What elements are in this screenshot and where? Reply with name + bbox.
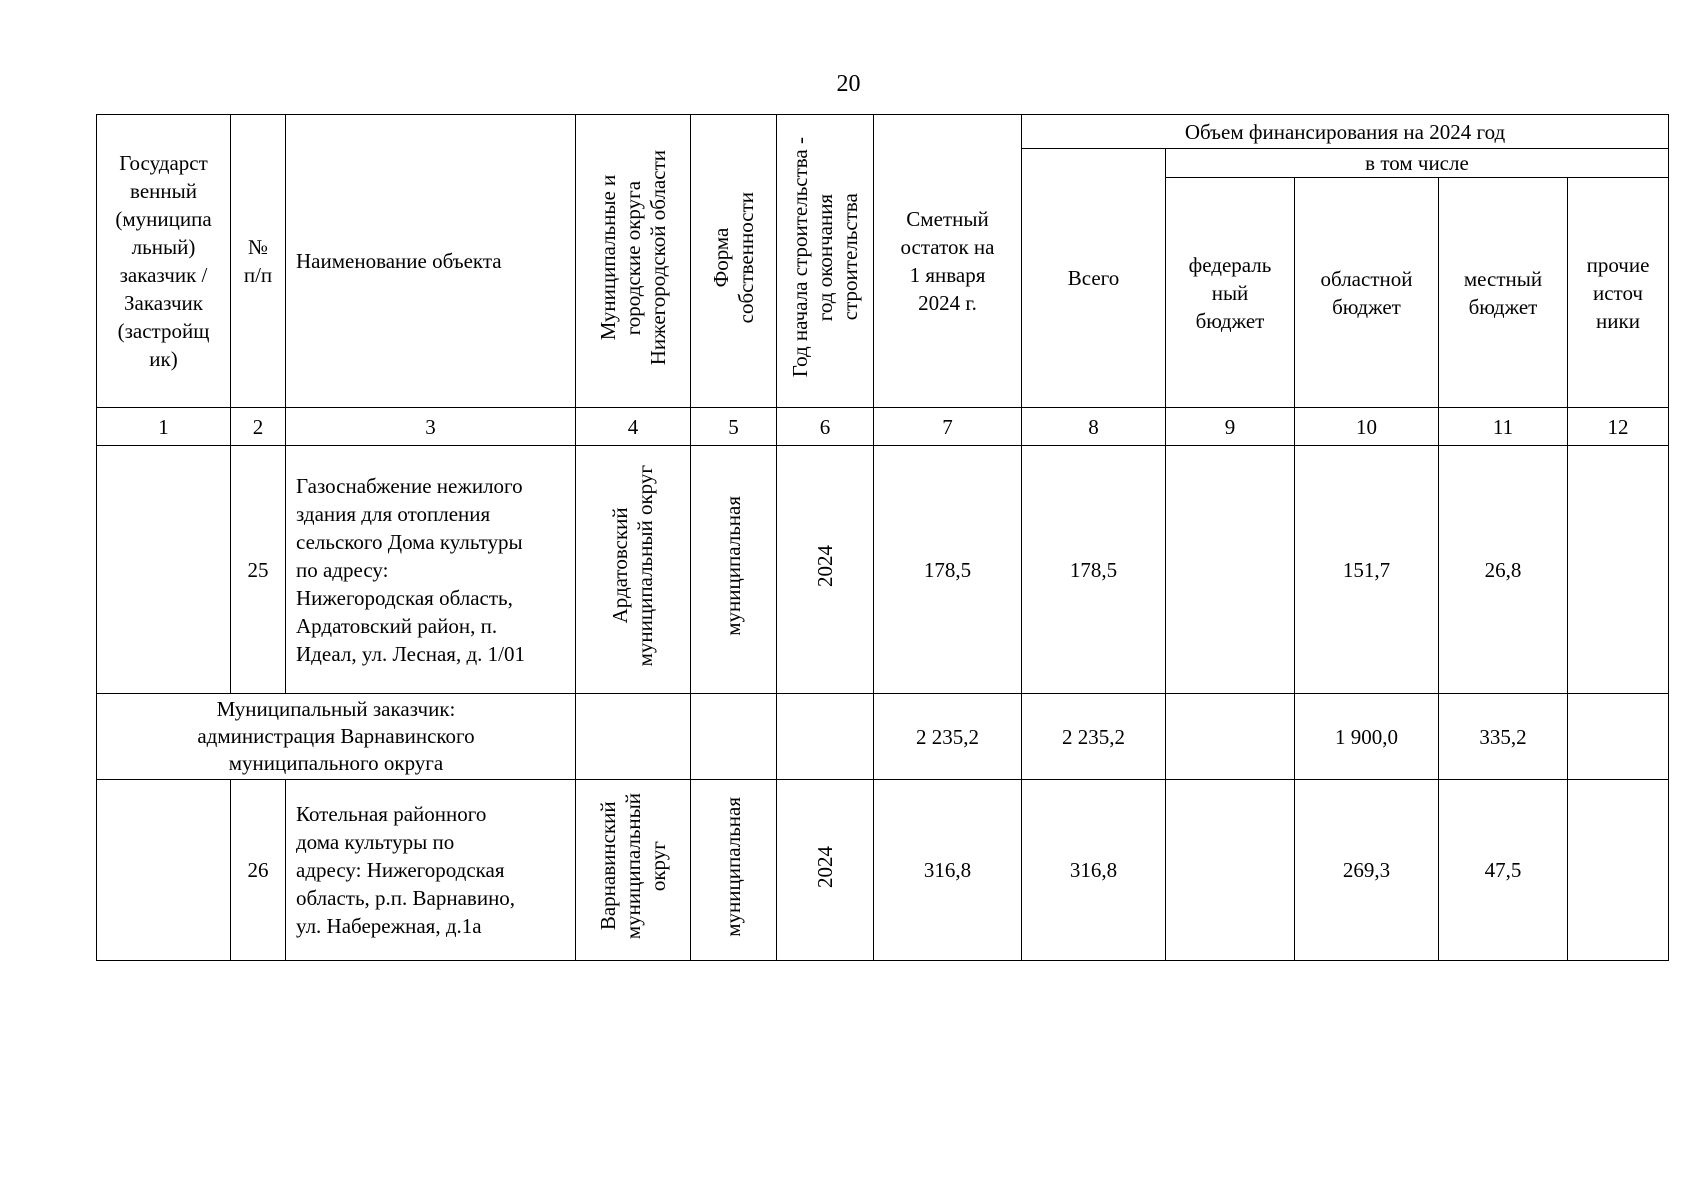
federal-value	[1166, 780, 1295, 961]
column-number: 5	[691, 408, 777, 446]
balance-value: 178,5	[874, 446, 1022, 694]
regional-value: 151,7	[1295, 446, 1439, 694]
header-ownership	[691, 115, 777, 408]
district-text: Ардатовский муниципальный округ	[608, 465, 657, 667]
years-text: 2024	[812, 545, 837, 587]
years-text: 2024	[812, 845, 837, 888]
header-including: в том числе	[1166, 149, 1669, 178]
financing-table	[96, 114, 1669, 961]
other-value	[1568, 780, 1669, 961]
ownership-cell	[691, 780, 777, 961]
federal-value	[1166, 694, 1295, 780]
district-text: Варнавинский муниципальный округ	[595, 793, 670, 940]
column-number: 2	[231, 408, 286, 446]
regional-value: 1 900,0	[1295, 694, 1439, 780]
ownership-text: муниципальная	[721, 796, 745, 937]
page-number: 20	[836, 71, 861, 97]
header-years-text: Год начала строительства - год окончания строительства	[787, 137, 862, 378]
balance-value: 316,8	[874, 780, 1022, 961]
header-federal: федераль ный бюджет	[1166, 178, 1295, 408]
column-number: 3	[286, 408, 576, 446]
local-value: 47,5	[1439, 780, 1568, 961]
ownership-text: муниципальная	[721, 496, 745, 636]
header-district	[576, 115, 691, 408]
header-ownership-text: Форма собственности	[708, 191, 758, 324]
header-row-1	[97, 115, 1669, 149]
total-value: 178,5	[1022, 446, 1166, 694]
column-number: 12	[1568, 408, 1669, 446]
customer-cell	[97, 446, 231, 694]
header-number: № п/п	[231, 115, 286, 408]
regional-value: 269,3	[1295, 780, 1439, 961]
header-local: местный бюджет	[1439, 178, 1568, 408]
row-number: 26	[231, 780, 286, 961]
column-number: 9	[1166, 408, 1295, 446]
header-customer: Государст венный (муниципа льный) заказчик / Заказчик (застройщ ик)	[97, 115, 231, 408]
ownership-cell	[691, 694, 777, 780]
local-value: 335,2	[1439, 694, 1568, 780]
column-number: 11	[1439, 408, 1568, 446]
header-years	[777, 115, 874, 408]
header-balance: Сметный остаток на 1 января 2024 г.	[874, 115, 1022, 408]
column-number: 1	[97, 408, 231, 446]
table-row-26	[97, 780, 1669, 961]
table-row-25	[97, 446, 1669, 694]
column-number: 8	[1022, 408, 1166, 446]
header-regional: областной бюджет	[1295, 178, 1439, 408]
total-value: 2 235,2	[1022, 694, 1166, 780]
years-cell	[777, 780, 874, 961]
object-name: Газоснабжение нежилого здания для отопления сельского Дома культуры по адресу: Нижегородская область, Ардатовский район, п. Идеал, ул. Лесная, д. 1/01	[286, 446, 576, 694]
district-cell	[576, 780, 691, 961]
column-number: 6	[777, 408, 874, 446]
municipal-customer: Муниципальный заказчик: администрация Варнавинского муниципального округа	[97, 694, 576, 780]
column-number: 7	[874, 408, 1022, 446]
header-district-text: Муниципальные и городские округа Нижегородской области	[595, 149, 670, 366]
balance-value: 2 235,2	[874, 694, 1022, 780]
federal-value	[1166, 446, 1295, 694]
ownership-cell	[691, 446, 777, 694]
district-cell	[576, 694, 691, 780]
object-name: Котельная районного дома культуры по адресу: Нижегородская область, р.п. Варнавино, ул. Набережная, д.1а	[286, 780, 576, 961]
years-cell	[777, 694, 874, 780]
other-value	[1568, 446, 1669, 694]
column-numbers-row	[97, 408, 1669, 446]
district-cell	[576, 446, 691, 694]
total-value: 316,8	[1022, 780, 1166, 961]
customer-cell	[97, 780, 231, 961]
header-total: Всего	[1022, 149, 1166, 408]
column-number: 4	[576, 408, 691, 446]
header-object-name: Наименование объекта	[286, 115, 576, 408]
customer-subtotal-row	[97, 694, 1669, 780]
local-value: 26,8	[1439, 446, 1568, 694]
other-value	[1568, 694, 1669, 780]
years-cell	[777, 446, 874, 694]
column-number: 10	[1295, 408, 1439, 446]
header-financing: Объем финансирования на 2024 год	[1022, 115, 1669, 149]
header-other: прочие источ ники	[1568, 178, 1669, 408]
row-number: 25	[231, 446, 286, 694]
